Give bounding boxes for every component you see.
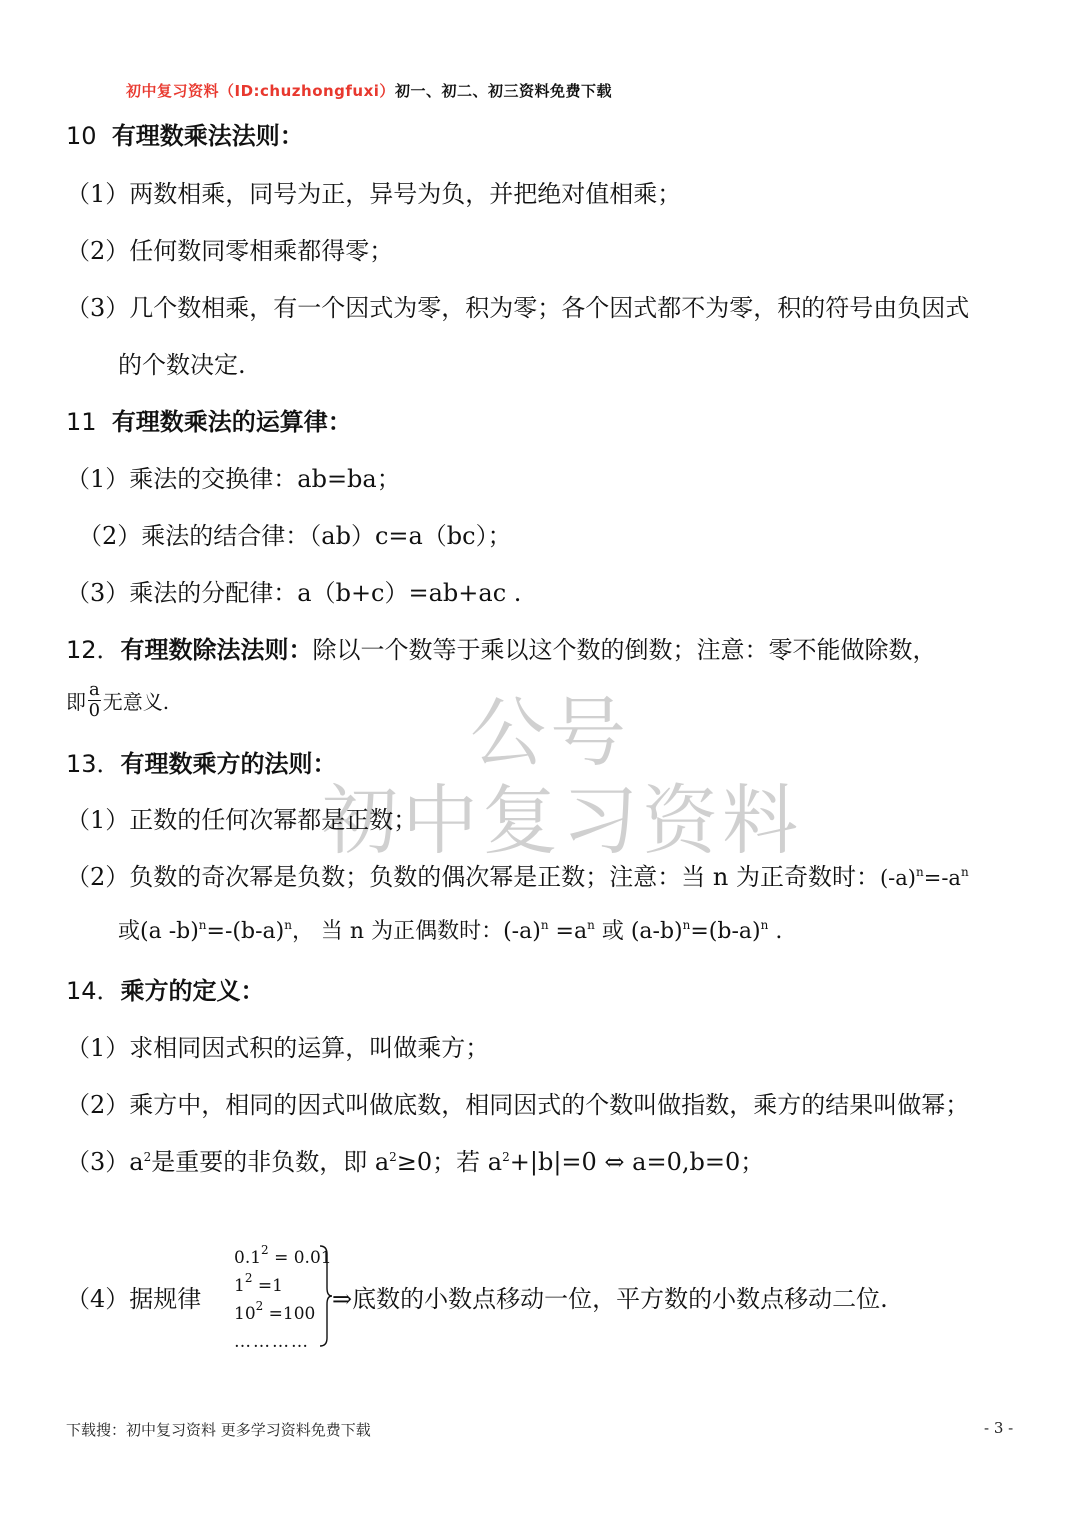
section-number: 11 (66, 408, 97, 436)
list-item: （2）乘方中，相同的因式叫做底数，相同因式的个数叫做指数，乘方的结果叫做幂； (66, 1091, 970, 1119)
math-part: =-(b-a) (206, 919, 285, 944)
page-number: - 3 - (984, 1419, 1014, 1437)
exponent: n (284, 918, 292, 932)
section-title: 有理数乘方的法则： (120, 750, 337, 778)
section-11-heading (66, 402, 352, 437)
list-item: （3）几个数相乘，有一个因式为零，积为零；各个因式都不为零，积的符号由负因式 (66, 294, 970, 322)
math-part: 是重要的非负数，即 a (151, 1148, 390, 1176)
exponent: 2 (143, 1150, 152, 1164)
result: = 0.01 (268, 1248, 332, 1268)
math-part: +|b|=0 ⇔ a=0,b=0； (509, 1148, 765, 1176)
base: 0.1 (234, 1248, 262, 1268)
list-item: （2）乘法的结合律：（ab）c=a（bc）； (78, 522, 512, 550)
rule-conclusion: ⇒底数的小数点移动一位，平方数的小数点移动二位. (332, 1285, 888, 1313)
list-item-label: （4）据规律 (66, 1285, 202, 1313)
math-part: . (768, 919, 783, 944)
section-title: 有理数乘法法则： (111, 122, 304, 150)
list-item: （2）任何数同零相乘都得零； (66, 237, 394, 265)
exponent: n (916, 865, 924, 879)
list-item: （1）两数相乘，同号为正，异号为负，并把绝对值相乘； (66, 180, 682, 208)
exponent: n (960, 865, 969, 879)
math-part: (-a) (503, 919, 541, 944)
footer-text: 下载搜：初中复习资料 更多学习资料免费下载 (66, 1421, 371, 1439)
section-title: 乘方的定义： (120, 977, 265, 1005)
section-13-heading (66, 744, 337, 779)
math-part: =-a (923, 866, 961, 890)
list-item-text: （2）负数的奇次幂是负数；负数的偶次幂是正数；注意：当 n 为正奇数时： (66, 863, 880, 891)
exponent: 2 (255, 1299, 264, 1313)
ellipsis: ………… (234, 1332, 310, 1352)
math-part: 或 (a-b) (594, 919, 683, 944)
prefix-text: 即 (66, 689, 86, 714)
fraction-denominator: 0 (88, 699, 101, 721)
table-row (234, 1272, 332, 1300)
list-item: （1）乘法的交换律：ab=ba； (66, 465, 401, 493)
suffix-text: 无意义. (102, 689, 170, 714)
table-row (234, 1328, 332, 1356)
header-banner-black: 初一、初二、初三资料免费下载 (394, 82, 612, 100)
list-item (66, 1142, 764, 1177)
section-number: 12． (66, 636, 121, 664)
math-part: =(b-a) (690, 919, 761, 944)
math-part: （3）a (66, 1148, 144, 1176)
math-part: ， 当 n 为正偶数时： (291, 919, 504, 944)
exponent: n (682, 918, 691, 932)
result: =1 (252, 1276, 283, 1296)
section-12-rule: 除以一个数等于乘以这个数的倒数；注意：零不能做除数， (312, 636, 937, 664)
list-item: （1）正数的任何次幂都是正数； (66, 806, 418, 834)
exponent: n (587, 918, 595, 932)
table-row (234, 1244, 332, 1272)
exponent: n (198, 918, 207, 932)
fraction-numerator: a (89, 679, 100, 700)
result: =100 (263, 1304, 316, 1324)
section-12-line2 (66, 680, 169, 721)
section-12-heading (66, 630, 937, 665)
exponent: 2 (502, 1150, 510, 1164)
section-title: 有理数乘法的运算律： (111, 408, 352, 436)
exponent: 2 (244, 1271, 253, 1285)
watermark-line1: 公号 (470, 688, 630, 777)
power-rule-table (234, 1244, 332, 1356)
exponent: 2 (261, 1243, 269, 1257)
list-item (66, 857, 969, 892)
fraction (88, 680, 101, 721)
exponent: n (760, 918, 769, 932)
exponent: 2 (389, 1150, 397, 1164)
section-number: 14． (66, 977, 121, 1005)
section-14-heading (66, 971, 265, 1006)
math-expr (880, 866, 969, 890)
section-number: 13． (66, 750, 121, 778)
watermark-line2: 初中复习资料 (322, 776, 802, 865)
list-item: （3）乘法的分配律：a（b+c）=ab+ac . (66, 579, 522, 607)
section-title: 有理数除法法则： (120, 636, 313, 664)
list-item: （1）求相同因式积的运算，叫做乘方； (66, 1034, 490, 1062)
header-banner-red: 初中复习资料（ID:chuzhongfuxi） (126, 82, 395, 100)
math-part: =a (548, 919, 588, 944)
base: 10 (234, 1304, 256, 1324)
list-item-continued (118, 914, 782, 945)
header-banner (126, 80, 612, 101)
table-row (234, 1300, 332, 1328)
math-part: 或(a -b) (118, 919, 199, 944)
exponent: n (540, 918, 549, 932)
section-10-heading (66, 116, 304, 151)
math-part: ≥0；若 a (396, 1148, 503, 1176)
section-number: 10 (66, 122, 97, 150)
list-item-continued: 的个数决定. (118, 351, 246, 379)
base: 1 (234, 1276, 245, 1296)
math-part: (-a) (879, 866, 916, 890)
